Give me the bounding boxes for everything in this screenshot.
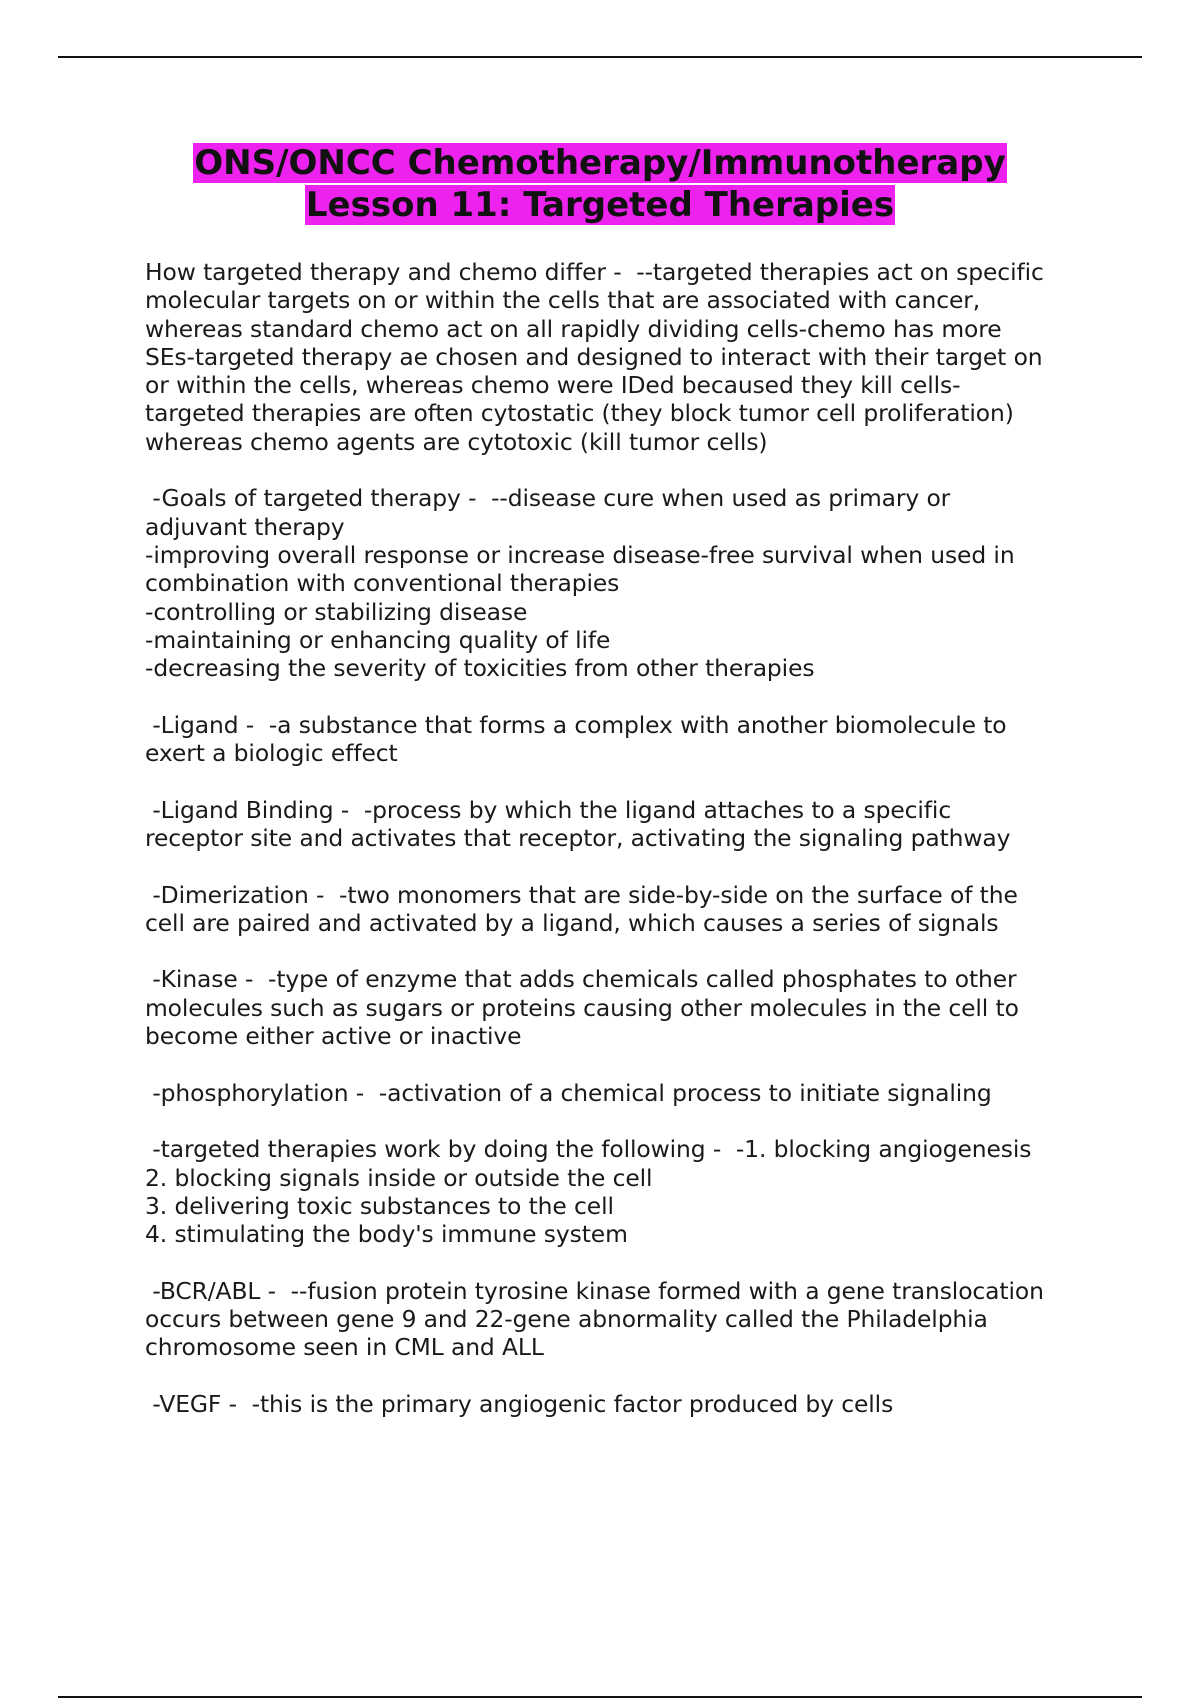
entry-line: targeted therapies are often cytostatic (they block tumor cell proliferation) — [145, 399, 1014, 428]
entry-line: -phosphorylation - -activation of a chemical process to initiate signaling — [145, 1078, 992, 1107]
entry-line: receptor site and activates that receptor, activating the signaling pathway — [145, 823, 1011, 852]
flashcard-entry — [145, 796, 1105, 853]
document-body — [145, 258, 1105, 1446]
entry-line: or within the cells, whereas chemo were IDed becaused they kill cells- — [145, 371, 961, 400]
bottom-rule — [58, 1696, 1142, 1698]
entry-line: SEs-targeted therapy ae chosen and designed to interact with their target on — [145, 342, 1043, 371]
entry-line: whereas chemo agents are cytotoxic (kill tumor cells) — [145, 427, 768, 456]
entry-line: -improving overall response or increase disease-free survival when used in — [145, 540, 1015, 569]
entry-line: 4. stimulating the body's immune system — [145, 1220, 628, 1249]
entry-line: molecular targets on or within the cells that are associated with cancer, — [145, 286, 981, 315]
entry-line: molecules such as sugars or proteins causing other molecules in the cell to — [145, 993, 1019, 1022]
entry-line: -controlling or stabilizing disease — [145, 597, 528, 626]
entry-line: occurs between gene 9 and 22-gene abnormality called the Philadelphia — [145, 1304, 988, 1333]
title-line-2: Lesson 11: Targeted Therapies — [305, 185, 895, 225]
entry-line: -Ligand - -a substance that forms a complex with another biomolecule to — [145, 710, 1007, 739]
flashcard-entry — [145, 711, 1105, 768]
flashcard-entry — [145, 1390, 1105, 1418]
flashcard-entry — [145, 881, 1105, 938]
title-line-1: ONS/ONCC Chemotherapy/Immunotherapy — [194, 143, 1006, 183]
entry-line: become either active or inactive — [145, 1022, 522, 1051]
flashcard-entry — [145, 1277, 1105, 1362]
entry-line: -Kinase - -type of enzyme that adds chemicals called phosphates to other — [145, 965, 1017, 994]
flashcard-entry — [145, 484, 1105, 682]
entry-line: -VEGF - -this is the primary angiogenic factor produced by cells — [145, 1389, 894, 1418]
top-rule — [58, 56, 1142, 58]
flashcard-entry — [145, 1079, 1105, 1107]
entry-line: chromosome seen in CML and ALL — [145, 1333, 544, 1362]
flashcard-entry — [145, 258, 1105, 456]
entry-line: -decreasing the severity of toxicities from other therapies — [145, 654, 815, 683]
entry-line: 3. delivering toxic substances to the cell — [145, 1191, 614, 1220]
entry-line: adjuvant therapy — [145, 512, 345, 541]
entry-line: -targeted therapies work by doing the following - -1. blocking angiogenesis — [145, 1135, 1032, 1164]
entry-line: -BCR/ABL - --fusion protein tyrosine kinase formed with a gene translocation — [145, 1276, 1044, 1305]
entry-line: -maintaining or enhancing quality of life — [145, 625, 611, 654]
flashcard-entry — [145, 965, 1105, 1050]
entry-line: -Goals of targeted therapy - --disease cure when used as primary or — [145, 484, 951, 513]
document-title — [0, 142, 1200, 226]
flashcard-entry — [145, 1135, 1105, 1248]
entry-line: cell are paired and activated by a ligand, which causes a series of signals — [145, 908, 999, 937]
entry-line: 2. blocking signals inside or outside the cell — [145, 1163, 653, 1192]
entry-line: whereas standard chemo act on all rapidly dividing cells-chemo has more — [145, 314, 1002, 343]
entry-line: How targeted therapy and chemo differ - --targeted therapies act on specific — [145, 258, 1044, 286]
entry-line: combination with conventional therapies — [145, 569, 620, 598]
entry-line: -Dimerization - -two monomers that are side-by-side on the surface of the — [145, 880, 1018, 909]
entry-line: -Ligand Binding - -process by which the ligand attaches to a specific — [145, 795, 952, 824]
entry-line: exert a biologic effect — [145, 739, 398, 768]
